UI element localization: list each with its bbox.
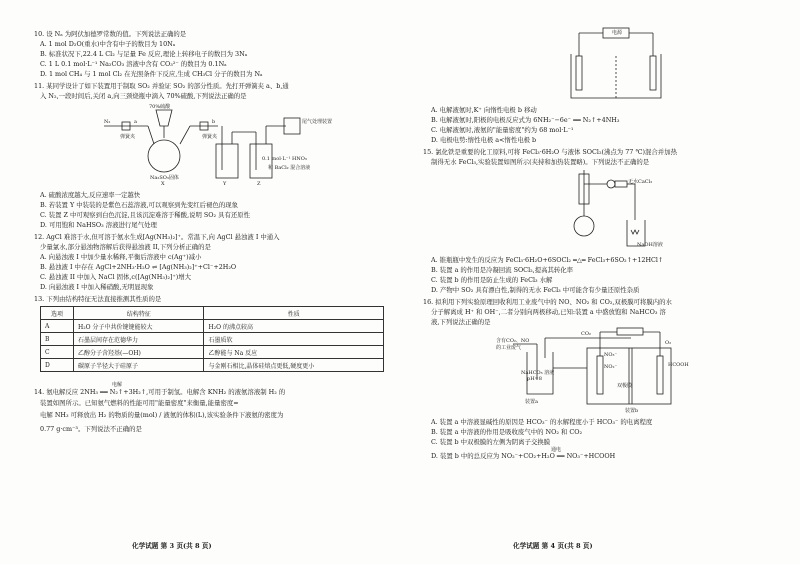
left-page-footer: 化学试题 第 3 页(共 8 页) — [132, 542, 212, 550]
q16-no3-label: NO₃⁻ — [604, 352, 618, 358]
table-header-option: 选项 — [41, 307, 74, 320]
table-cell: B — [41, 333, 74, 346]
q14-power-supply-label: 电源 — [612, 30, 623, 36]
table-cell: 与金刚石相比,晶体硅熔点更低,硬度更小 — [204, 359, 384, 372]
q15-cacl2-label: 无水CaCl₂ — [628, 179, 653, 185]
q16-membrane-label: 双极膜 — [617, 383, 633, 389]
q11-clamp-b-label: b — [212, 119, 216, 125]
q11-n2-label: N₂ — [104, 119, 111, 125]
q16-option-a: A. 装置 a 中溶液显碱性的原因是 HCO₃⁻ 的水解程度小于 HCO₃⁻ 的电离程度 — [431, 418, 653, 426]
q16-option-c: C. 装置 b 中双极膜的左侧为阴离子交换膜 — [431, 438, 551, 446]
q14-arrow-label: 电解 — [112, 382, 123, 388]
q16-option-b: B. 装置 a 中溶液的作用是吸收废气中的 NO₂ 和 CO₂ — [431, 428, 583, 436]
q11-option-a: A. 硫酸浓度越大,反应速率一定越快 — [40, 191, 141, 199]
q14-option-a: A. 电解液氨时,K⁺ 向惰性电极 b 移动 — [431, 106, 537, 114]
q14-line-1: 14. 氨电解反应 2NH₃ ══ N₂↑+3H₂↑,可用于制氢。电解含 KNH₂ 的液氨溶液制 H₂ 的 — [34, 388, 286, 396]
q15-option-c: C. 装置 b 的作用是防止生成的 FeCl₃ 水解 — [431, 276, 553, 284]
q11-hno3-label: 0.1 mol·L⁻¹ HNO₃ — [262, 156, 307, 162]
table-header-row — [41, 307, 384, 320]
q15-option-b: B. 装置 a 的作用是冷凝回流 SOCl₂,提高其转化率 — [431, 266, 574, 274]
q16-nahco3-label: NaHCO₃ 溶液 — [521, 370, 555, 376]
q16-option-d: D. 装置 b 中的总反应为 NO₂⁻+CO₂+H₂O ══ NO₃⁻+HCOOH — [431, 452, 616, 460]
table-cell: H₂O 分子中共价键键能较大 — [74, 320, 204, 333]
right-column — [405, 0, 800, 565]
q14-line-2: 装置如图所示。已知氨气燃料的性能可用"能量密度"来衡量,能量密度= — [40, 399, 239, 407]
q16-device-a-label: 装置a — [525, 399, 538, 405]
q16-device-b-label: 装置b — [625, 408, 639, 414]
table-row — [41, 333, 384, 346]
q11-clamp-a-label: a — [134, 119, 137, 125]
table-cell: A — [41, 320, 74, 333]
table-cell: D — [41, 359, 74, 372]
table-header-property: 性质 — [204, 307, 384, 320]
table-cell: 石墨质软 — [204, 333, 384, 346]
table-row — [41, 359, 384, 372]
q11-solid-label: Na₂SO₃固体 — [150, 175, 179, 181]
q11-apparatus-figure — [100, 104, 320, 188]
table-cell: 乙醇分子含羟基(—OH) — [74, 346, 204, 359]
q16-arrow-label: 通电 — [551, 447, 562, 453]
q11-x-label: X — [161, 181, 165, 187]
q16-stem-line-3: 液,下列说法正确的是 — [431, 318, 491, 326]
q11-z-label: Z — [257, 181, 261, 187]
table-row — [41, 346, 384, 359]
q15-naoh-label: NaOH溶液 — [637, 242, 663, 248]
table-cell: H₂O 的沸点较高 — [204, 320, 384, 333]
q12-option-a: A. 向悬浊液 I 中加少量水稀释,平衡后溶液中 c(Ag⁺)减小 — [40, 253, 202, 261]
q11-spring-clip-2-label: 弹簧夹 — [202, 134, 218, 140]
q16-ph-label: pH=8 — [527, 376, 542, 382]
q15-option-a: A. 锥瓶瓶中发生的反应为 FeCl₃·6H₂O+6SOCl₂ ═△═ FeCl₃+6SO₂↑+12HCl↑ — [431, 256, 664, 264]
q16-co2-label: CO₂ — [581, 331, 591, 337]
q12-option-d: D. 向悬浊液 I 中加入稀硝酸,无明显现象 — [40, 283, 154, 291]
q11-stem-line-2: 入 N₂,一段时间后,关闭 a,向三颈烧瓶中滴入 70%硫酸,下列说法正确的是 — [40, 92, 247, 100]
q12-stem-line-1: 12. AgCl 难溶于水,但可溶于氨水生成[Ag(NH₃)₂]⁺。常温下,向 AgCl 悬浊液 I 中通入 — [34, 233, 280, 241]
q10-option-d: D. 1 mol CH₄ 与 1 mol Cl₂ 在光照条件下反应,生成 CH₃Cl 分子的数目为 Nₐ — [40, 70, 263, 78]
q15-stem-line-2: 制得无水 FeCl₃,实验装置如图所示(夹持和加热装置略)。下列说法不正确的是 — [431, 158, 650, 166]
q10-option-c: C. 1 L 0.1 mol·L⁻¹ Na₂CO₃ 溶液中含有 CO₃²⁻ 的数目为 0.1Nₐ — [40, 60, 227, 68]
q11-spring-clip-1-label: 弹簧夹 — [120, 134, 136, 140]
q14-electrolysis-figure — [565, 26, 665, 102]
right-page-footer: 化学试题 第 4 页(共 8 页) — [513, 542, 593, 550]
q12-option-b: B. 悬浊液 I 中存在 AgCl+2NH₃·H₂O ⇌ [Ag(NH₃)₂]⁺+Cl⁻+2H₂O — [40, 263, 237, 271]
table-cell: 石墨层间存在范德华力 — [74, 333, 204, 346]
q16-no2-label: NO₂⁻ — [604, 364, 618, 370]
q11-bacl2-label: 和 BaCl₂ 混合溶液 — [268, 165, 311, 171]
table-cell: C — [41, 346, 74, 359]
q16-o2-label: O₂ — [665, 340, 672, 346]
table-cell: 碳原子半径大于硅原子 — [74, 359, 204, 372]
q16-inlet-label: 含有CO₂、NO — [496, 338, 530, 344]
q10-stem: 10. 设 Nₐ 为阿伏加德罗常数的值。下列说法正确的是 — [34, 30, 187, 38]
q16-stem-line-2: 分子解离成 H⁺ 和 OH⁻,二者分别向两极移动,已知:装置 a 中盛放饱和 NaHCO₃ 溶 — [431, 308, 666, 316]
q11-option-c: C. 装置 Z 中可观察到白色沉淀,且该沉淀难溶于稀酸,说明 SO₂ 具有还原性 — [40, 211, 251, 219]
table-row — [41, 320, 384, 333]
table-cell: 乙醇能与 Na 反应 — [204, 346, 384, 359]
table-header-structure: 结构特征 — [74, 307, 204, 320]
q16-hcooh-label: HCOOH — [668, 362, 689, 368]
q14-option-d: D. 电极电势:惰性电极 a<惰性电极 b — [431, 136, 537, 144]
q16-stem-line-1: 16. 拟利用下列实验原理回收利用工业废气中的 NO、NO₂ 和 CO₂,双极膜可将膜内的水 — [423, 298, 672, 306]
q12-option-c: C. 悬浊液 II 中加入 NaCl 固体,c([Ag(NH₃)₂]⁺)增大 — [40, 273, 192, 281]
q12-stem-line-2: 少量氯水,部分悬浊物溶解后获得悬浊液 II,下列分析正确的是 — [40, 243, 211, 251]
q13-stem: 13. 下列由结构特征无法直接推测其性质的是 — [34, 295, 162, 303]
q11-acid-label: 70%硫酸 — [149, 104, 171, 110]
q10-option-b: B. 标准状况下,22.4 L Cl₂ 与足量 Fe 反应,理论上转移电子的数目为 3Nₐ — [40, 50, 248, 58]
q11-option-d: D. 可用饱和 NaHSO₃ 溶液进行尾气处理 — [40, 221, 157, 229]
q11-y-label: Y — [223, 181, 227, 187]
q16-waste-gas-label: 的工业废气 — [496, 345, 522, 351]
q11-stem-line-1: 11. 某同学设计了如下装置用于制取 SO₂ 并验证 SO₂ 的部分性质。先打开弹簧夹 a、b,通 — [34, 82, 289, 90]
q11-tail-label: 尾气处理装置 — [302, 119, 333, 125]
q14-line-3: 电解 NH₃ 可释放出 H₂ 的物质的量(mol) / 液氨的体积(L),该实验条件下液氨的密度为 — [40, 411, 284, 419]
q11-option-b: B. 若装置 Y 中装装的是紫色石蕊溶液,可以观察到先变红后褪色的现象 — [40, 201, 239, 209]
q14-option-b: B. 电解液氨时,阳极的电极反应式为 6NH₂⁻−6e⁻ ══ N₂↑+4NH₃ — [431, 116, 620, 124]
q14-option-c: C. 电解液氨时,液氨的"能量密度"约为 68 mol·L⁻¹ — [431, 126, 574, 134]
q13-structure-table — [40, 306, 384, 372]
q10-option-a: A. 1 mol D₂O(重水)中含有中子的数目为 10Nₐ — [40, 40, 176, 48]
q15-stem-line-1: 15. 氯化铁是重要的化工原料,可将 FeCl₃·6H₂O 与液体 SOCl₂(沸点为 77 ℃)混合并加热 — [423, 148, 677, 156]
q15-option-d: D. 产物中 SO₂ 具有漂白性,制得的无水 FeCl₃ 中可能含有少量还原性杂质 — [431, 286, 640, 294]
q14-line-4: 0.77 g·cm⁻³。下列说法不正确的是 — [40, 425, 142, 433]
